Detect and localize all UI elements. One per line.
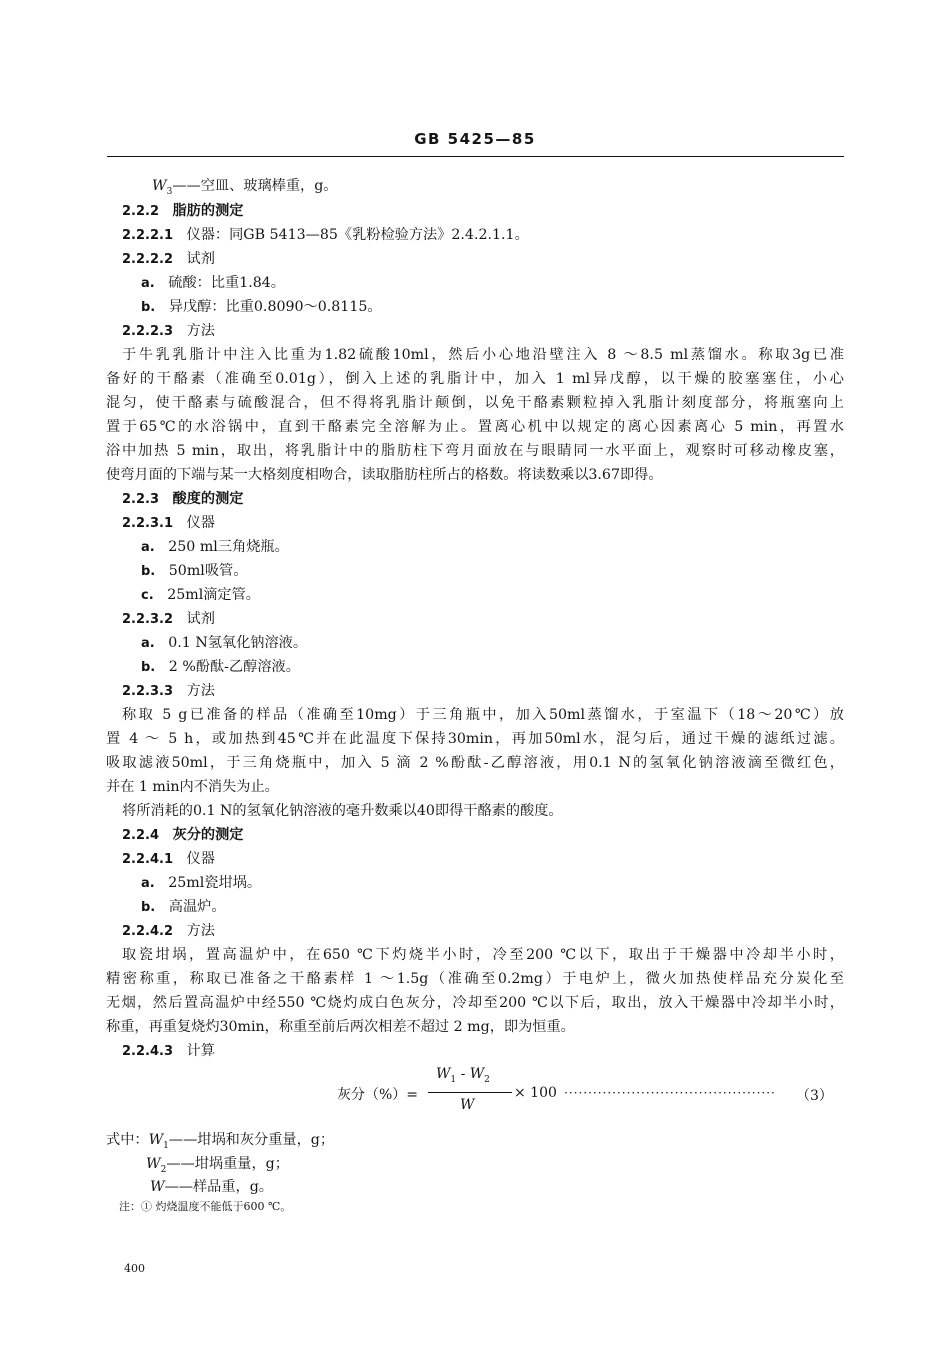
fat-method-line: 于牛乳乳脂计中注入比重为1.82硫酸10ml，然后小心地沿壁注入 8 ～8.5 ml蒸馏水。称取3g已准 bbox=[122, 347, 844, 363]
ash-method-line: 称重，再重复烧灼30min，称重至前后两次相差不超过 2 mg，即为恒重。 bbox=[106, 1019, 575, 1035]
acid-method-line: 置 4 ～ 5 h，或加热到45℃并在此温度下保持30min，再加50ml水，混匀后，通过干燥的滤纸过滤。 bbox=[106, 731, 844, 747]
formula-numerator: $W_1 - W_2$ bbox=[436, 1066, 490, 1085]
where-w1: 式中：$W_1——$坩埚和灰分重量，g； bbox=[106, 1132, 335, 1151]
list-item: b. 异戊醇：比重0.8090～0.8115。 bbox=[141, 299, 382, 315]
section-2-2-4-heading: 2.2.4 灰分的测定 bbox=[122, 827, 244, 843]
fraction-bar bbox=[428, 1092, 512, 1093]
section-2-2-4-3: 2.2.4.3 计算 bbox=[122, 1043, 215, 1059]
where-w: W——样品重，g。 bbox=[150, 1179, 273, 1195]
formula-times-100: × 100 bbox=[514, 1085, 557, 1101]
acid-method-line: 吸取滤液50ml，于三角烧瓶中，加入 5 滴 2 %酚酞-乙醇溶液，用0.1 N的氢氧化钠溶液滴至微红色， bbox=[106, 755, 844, 771]
list-item: b. 2 %酚酞-乙醇溶液。 bbox=[141, 659, 300, 675]
section-2-2-4-2: 2.2.4.2 方法 bbox=[122, 923, 215, 939]
acid-method-line: 并在 1 min内不消失为止。 bbox=[106, 779, 279, 795]
ash-method-line: 精密称重，称取已准备之干酪素样 1 ～1.5g（准确至0.2mg）于电炉上，微火加热使样品充分炭化至 bbox=[106, 971, 844, 987]
formula-leader-dots: ············································ bbox=[564, 1086, 776, 1100]
where-w2: $W_2——$坩埚重量，g； bbox=[146, 1156, 289, 1175]
list-item: b. 50ml吸管。 bbox=[141, 563, 248, 579]
fat-method-line: 混匀，使干酪素与硫酸混合，但不得将乳脂计颠倒，以免干酪素颗粒掉入乳脂计刻度部分，将瓶塞向上 bbox=[106, 395, 844, 411]
list-item: a. 0.1 N氢氧化钠溶液。 bbox=[141, 635, 308, 651]
acid-method-line: 将所消耗的0.1 N的氢氧化钠溶液的毫升数乘以40即得干酪素的酸度。 bbox=[122, 803, 563, 819]
ash-method-line: 无烟，然后置高温炉中经550 ℃烧灼成白色灰分，冷却至200 ℃以下后，取出，放入干燥器中冷却半小时， bbox=[106, 995, 844, 1011]
fat-method-line: 置于65℃的水浴锅中，直到干酪素完全溶解为止。置离心机中以规定的离心因素离心 5 min，再置水 bbox=[106, 419, 844, 435]
page-number: 400 bbox=[124, 1262, 145, 1275]
section-2-2-2-1: 2.2.2.1 仪器：同GB 5413—85《乳粉检验方法》2.4.2.1.1。 bbox=[122, 227, 529, 243]
list-item: a. 25ml瓷坩埚。 bbox=[141, 875, 262, 891]
equation-number: （3） bbox=[796, 1088, 833, 1104]
section-2-2-3-3: 2.2.3.3 方法 bbox=[122, 683, 215, 699]
footnote: 注：① 灼烧温度不能低于600 ℃。 bbox=[119, 1200, 292, 1213]
fat-method-line: 备好的干酪素（准确至0.01g），倒入上述的乳脂计中，加入 1 ml异戊醇，以干燥的胶塞塞住，小心 bbox=[106, 371, 844, 387]
list-item: c. 25ml滴定管。 bbox=[141, 587, 260, 603]
section-2-2-2-heading: 2.2.2 脂肪的测定 bbox=[122, 203, 244, 219]
section-2-2-3-1: 2.2.3.1 仪器 bbox=[122, 515, 215, 531]
formula-lhs: 灰分（%）= bbox=[337, 1087, 419, 1103]
fat-method-line: 使弯月面的下端与某一大格刻度相吻合，读取脂肪柱所占的格数。将读数乘以3.67即得。 bbox=[106, 467, 663, 483]
header-rule bbox=[107, 156, 844, 157]
list-item: a. 250 ml三角烧瓶。 bbox=[141, 539, 289, 555]
ash-method-line: 取瓷坩埚，置高温炉中，在650 ℃下灼烧半小时，冷至200 ℃以下，取出于干燥器中冷却半小时， bbox=[122, 947, 844, 963]
section-2-2-4-1: 2.2.4.1 仪器 bbox=[122, 851, 215, 867]
acid-method-line: 称取 5 g已准备的样品（准确至10mg）于三角瓶中，加入50ml蒸馏水，于室温下（18～20℃）放 bbox=[122, 707, 844, 723]
list-item: b. 高温炉。 bbox=[141, 899, 226, 915]
list-item: a. 硫酸：比重1.84。 bbox=[141, 275, 285, 291]
w3-definition: $W_3——$空皿、玻璃棒重，g。 bbox=[152, 178, 338, 197]
header-standard-code: GB 5425—85 bbox=[414, 130, 536, 148]
fat-method-line: 浴中加热 5 min，取出，将乳脂计中的脂肪柱下弯月面放在与眼睛同一水平面上，观察时可移动橡皮塞， bbox=[106, 443, 844, 459]
formula-denominator: W bbox=[460, 1097, 475, 1113]
section-2-2-2-2: 2.2.2.2 试剂 bbox=[122, 251, 215, 267]
section-2-2-3-2: 2.2.3.2 试剂 bbox=[122, 611, 215, 627]
section-2-2-2-3: 2.2.2.3 方法 bbox=[122, 323, 215, 339]
section-2-2-3-heading: 2.2.3 酸度的测定 bbox=[122, 491, 244, 507]
